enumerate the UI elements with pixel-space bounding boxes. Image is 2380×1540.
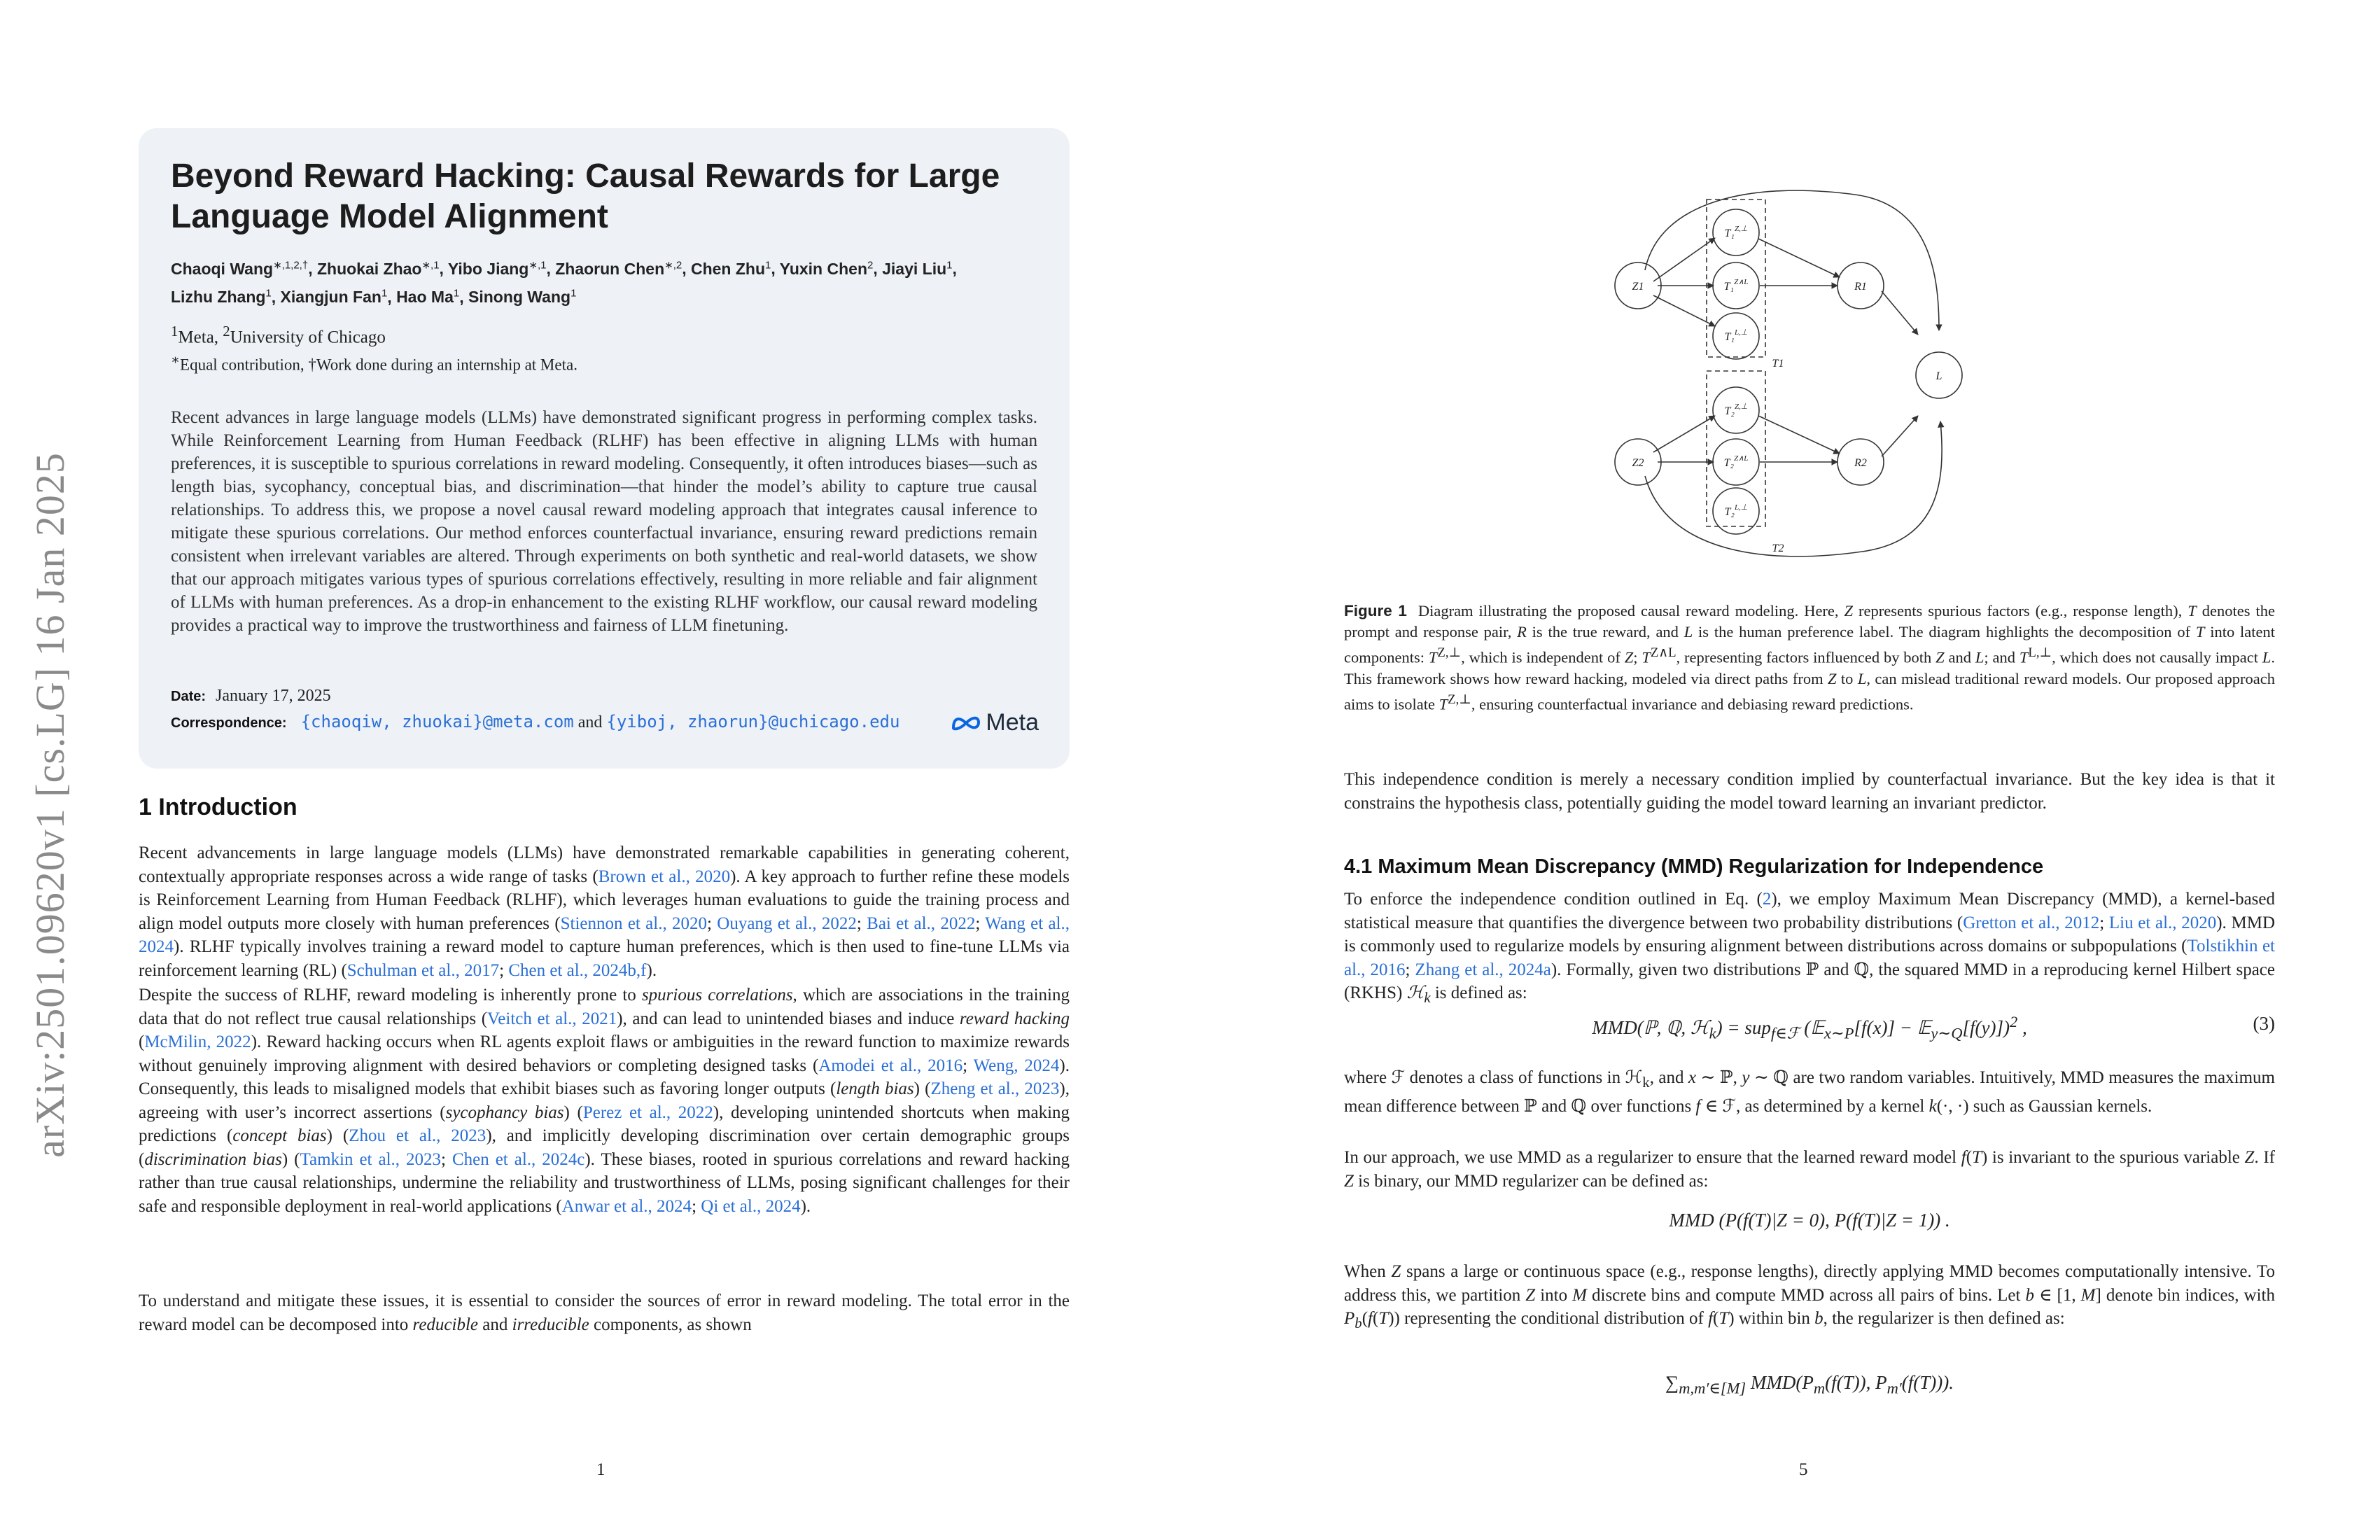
right-paragraph-3: where ℱ denotes a class of functions in ℋ$_k$, and x ∼ ℙ, y ∼ ℚ are two random variables. Intuitively, MMD measures the maximum mean difference between ℙ and ℚ over functions f ∈ ℱ, as determined by a kernel k(·, ·) such as Gaussian kernels.: [1344, 1068, 2275, 1116]
node-z1: Z1: [1632, 281, 1644, 293]
equation-binned-mmd: $\sum_{m,m'\in[M]}$ $MMD(P_m(f(T))$, $P_{m'}(f(T))$).: [1665, 1372, 1954, 1397]
author[interactable]: Chaoqi Wang$^{∗,1,2,\dagger}$: [171, 259, 309, 278]
right-paragraph-2: To enforce the independence condition outlined in Eq. (2), we employ Maximum Mean Discrepancy (MMD), a kernel-based statistical measure that quantifies the divergence between two probability distributions (Gretton et al., 2012; Liu et al., 2020). MMD is commonly used to regularize models by ensuring alignment between distributions across domains or subpopulations (Tolstikhin et al., 2016; Zhang et al., 2024a). Formally, given two distributions ℙ and ℚ, the squared MMD in a reproducing kernel Hilbert space (RKHS) ℋ$_k$ is defined as:: [1344, 890, 2276, 1006]
section-heading-introduction: 1 Introduction: [139, 794, 298, 820]
node-t1-z-perp: T₁$^{Z,\perp}$: [1724, 225, 1748, 239]
affiliations: $^1$Meta, $^2$University of Chicago: [171, 323, 386, 347]
author-list: Chaoqi Wang$^{∗,1,2,\dagger}$, Zhuokai Zhao$^{∗,1}$, Yibo Jiang$^{∗,1}$, Zhaorun Chen$^{∗,2}$, Chen Zhu$^1$, Yuxin Chen$^2$, Jiayi Liu$^1$, Lizhu Zhang$^1$, Xiangjun Fan$^1$, Hao Ma$^1$, Sinong Wang$^1$: [171, 259, 957, 307]
equation-binary-mmd: MMD (P(f(T)|Z = 0), P(f(T)|Z = 1)) .: [1669, 1210, 1950, 1231]
right-paragraph-4: In our approach, we use MMD as a regularizer to ensure that the learned reward model f(T) is invariant to the spurious variable Z. If Z is binary, our MMD regularizer can be defined as:: [1344, 1148, 2276, 1191]
right-paragraph-5: When Z spans a large or continuous space (e.g., response lengths), directly applying MMD becomes computationally intensive. To address this, we partition Z into M discrete bins and compute MMD across all pairs of bins. Let b ∈ [1, M] denote bin indices, with $P_b(f(T))$ representing the conditional distribution of f(T) within bin b, the regularizer is then defined as:: [1344, 1262, 2275, 1331]
author[interactable]: Zhuokai Zhao$^{∗,1}$: [316, 259, 440, 278]
equal-contribution-note: ∗Equal contribution, †Work done during an internship at Meta.: [171, 352, 578, 374]
equation-3: MMD(ℙ, ℚ, ℋ$_k$) = sup$_{f\in ℱ}$ (𝔼$_{x\sim P}$[f(x)] − 𝔼$_{y\sim Q}$[f(y)])$^2$ , (3): [1592, 1013, 2275, 1042]
subsection-heading-mmd: 4.1 Maximum Mean Discrepancy (MMD) Regularization for Independence: [1344, 855, 2044, 878]
node-t1-z-and-l: T₁$^{Z\wedge L}$: [1723, 278, 1749, 293]
author[interactable]: Zhaorun Chen$^{∗,2}$: [555, 259, 682, 278]
author[interactable]: Yibo Jiang$^{∗,1}$: [447, 259, 547, 278]
intro-paragraph-1: Recent advancements in large language models (LLMs) have demonstrated remarkable capabilities in generating coherent, contextually appropriate responses across a wide range of tasks (Brown et al., 2020). A key approach to further refine these models is Reinforcement Learning from Human Feedback (RLHF), which leverages human evaluations to guide the training process and align model outputs more closely with human preferences (Stiennon et al., 2020; Ouyang et al., 2022; Bai et al., 2022; Wang et al., 2024). RLHF typically involves training a reward model to capture human preferences, which is then used to fine-tune LLMs via reinforcement learning (RL) (Schulman et al., 2017; Chen et al., 2024b,f).: [139, 844, 1070, 980]
author[interactable]: Xiangjun Fan$^1$: [280, 287, 388, 307]
correspondence-line: Correspondence: {chaoqiw, zhuokai}@meta.com and {yiboj, zhaorun}@uchicago.edu: [171, 712, 900, 732]
node-z2: Z2: [1632, 457, 1644, 469]
right-paragraph-1: This independence condition is merely a necessary condition implied by counterfactual invariance. But the key idea is that it constrains the hypothesis class, potentially guiding the model toward learning an invariant predictor.: [1344, 770, 2275, 813]
causal-diagram-figure: [1610, 188, 1988, 566]
node-t2-z-and-l: T₂$^{Z\wedge L}$: [1723, 454, 1749, 469]
node-t2-l-perp: T₂$^{L,\perp}$: [1724, 503, 1748, 518]
node-t1-l-perp: T₁$^{L,\perp}$: [1724, 328, 1748, 343]
paper-title: Beyond Reward Hacking: Causal Rewards for Large Language Model Alignment: [171, 158, 1000, 235]
author[interactable]: Yuxin Chen$^2$: [779, 259, 874, 278]
intro-paragraph-2: Despite the success of RLHF, reward modeling is inherently prone to spurious correlations, which are associations in the training data that do not reflect true causal relationships (Veitch et al., 2021), and can lead to unintended biases and induce reward hacking (McMilin, 2022). Reward hacking occurs when RL agents exploit flaws or ambiguities in the reward function to maximize rewards without genuinely improving alignment with desired behaviors or completing designed tasks (Amodei et al., 2016; Weng, 2024). Consequently, this leads to misaligned models that exhibit biases such as favoring longer outputs (length bias) (Zheng et al., 2023), agreeing with user’s incorrect assertions (sycophancy bias) (Perez et al., 2022), developing unintended shortcuts when making predictions (concept bias) (Zhou et al., 2023), and implicitly developing discrimination over certain demographic groups (discrimination bias) (Tamkin et al., 2023; Chen et al., 2024c). These biases, rooted in spurious correlations and reward hacking rather than true causal relationships, undermine the reliability and trustworthiness of LLMs, posing significant challenges for their safe and responsible deployment in real-world applications (Anwar et al., 2024; Qi et al., 2024).: [139, 986, 1070, 1216]
paper-header-box: [139, 128, 1070, 769]
page-number: 5: [1799, 1460, 1808, 1479]
label-t1: T1: [1772, 358, 1784, 370]
meta-infinity-icon: [951, 714, 981, 732]
author[interactable]: Jiayi Liu$^1$: [882, 259, 953, 278]
node-r2: R2: [1854, 457, 1867, 469]
page-number: 1: [596, 1460, 606, 1479]
author[interactable]: Hao Ma$^1$: [396, 287, 460, 307]
node-t2-z-perp: T₂$^{Z,\perp}$: [1724, 402, 1748, 417]
author[interactable]: Chen Zhu$^1$: [690, 259, 771, 278]
date-line: Date: January 17, 2025: [171, 687, 331, 705]
meta-logo: Meta: [951, 709, 1039, 736]
correspondence-email-uchicago[interactable]: {yiboj, zhaorun}@uchicago.edu: [606, 712, 900, 732]
node-r1: R1: [1854, 281, 1867, 293]
abstract: Recent advances in large language models (LLMs) have demonstrated significant progress in performing complex tasks. While Reinforcement Learning from Human Feedback (RLHF) has been effective in aligning LLMs with human preferences, it is susceptible to spurious correlations in reward modeling. Consequently, it often introduces biases—such as length bias, sycophancy, conceptual bias, and discrimination—that hinder the model’s ability to capture true causal relationships. To address this, we propose a novel causal reward modeling approach that integrates causal inference to mitigate these spurious correlations. Our method enforces counterfactual invariance, ensuring reward predictions remain consistent when irrelevant variables are altered. Through experiments on both synthetic and real-world datasets, we show that our approach mitigates various types of spurious correlations effectively, resulting in more reliable and fair alignment of LLMs with human preferences. As a drop-in enhancement to the existing RLHF workflow, our causal reward modeling provides a practical way to improve the trustworthiness and fairness of LLM finetuning.: [171, 408, 1037, 636]
arxiv-identifier-stamp: arXiv:2501.09620v1 [cs.LG] 16 Jan 2025: [27, 452, 73, 1158]
node-l: L: [1935, 370, 1942, 382]
figure-caption: Figure 1 Diagram illustrating the proposed causal reward modeling. Here, Z represents spurious factors (e.g., response length), T denotes the prompt and response pair, R is the true reward, and L is the human preference label. The diagram highlights the decomposition of T into latent components: $T^{Z,\perp}$, which is independent of Z; $T^{Z\wedge L}$, representing factors influenced by both Z and L; and $T^{L,\perp}$, which does not causally impact L. This framework shows how reward hacking, modeled via direct paths from Z to L, can mislead traditional reward models. Our proposed approach aims to isolate $T^{Z,\perp}$, ensuring counterfactual invariance and debiasing reward predictions.: [1344, 602, 2276, 713]
correspondence-email-meta[interactable]: {chaoqiw, zhuokai}@meta.com: [300, 712, 574, 732]
author[interactable]: Lizhu Zhang$^1$: [171, 287, 272, 307]
label-t2: T2: [1772, 542, 1784, 554]
intro-paragraph-3: To understand and mitigate these issues, it is essential to consider the sources of error in reward modeling. The total error in the reward model can be decomposed into reducible and irreducible components, as shown: [139, 1292, 1070, 1334]
author[interactable]: Sinong Wang$^1$: [468, 287, 577, 307]
